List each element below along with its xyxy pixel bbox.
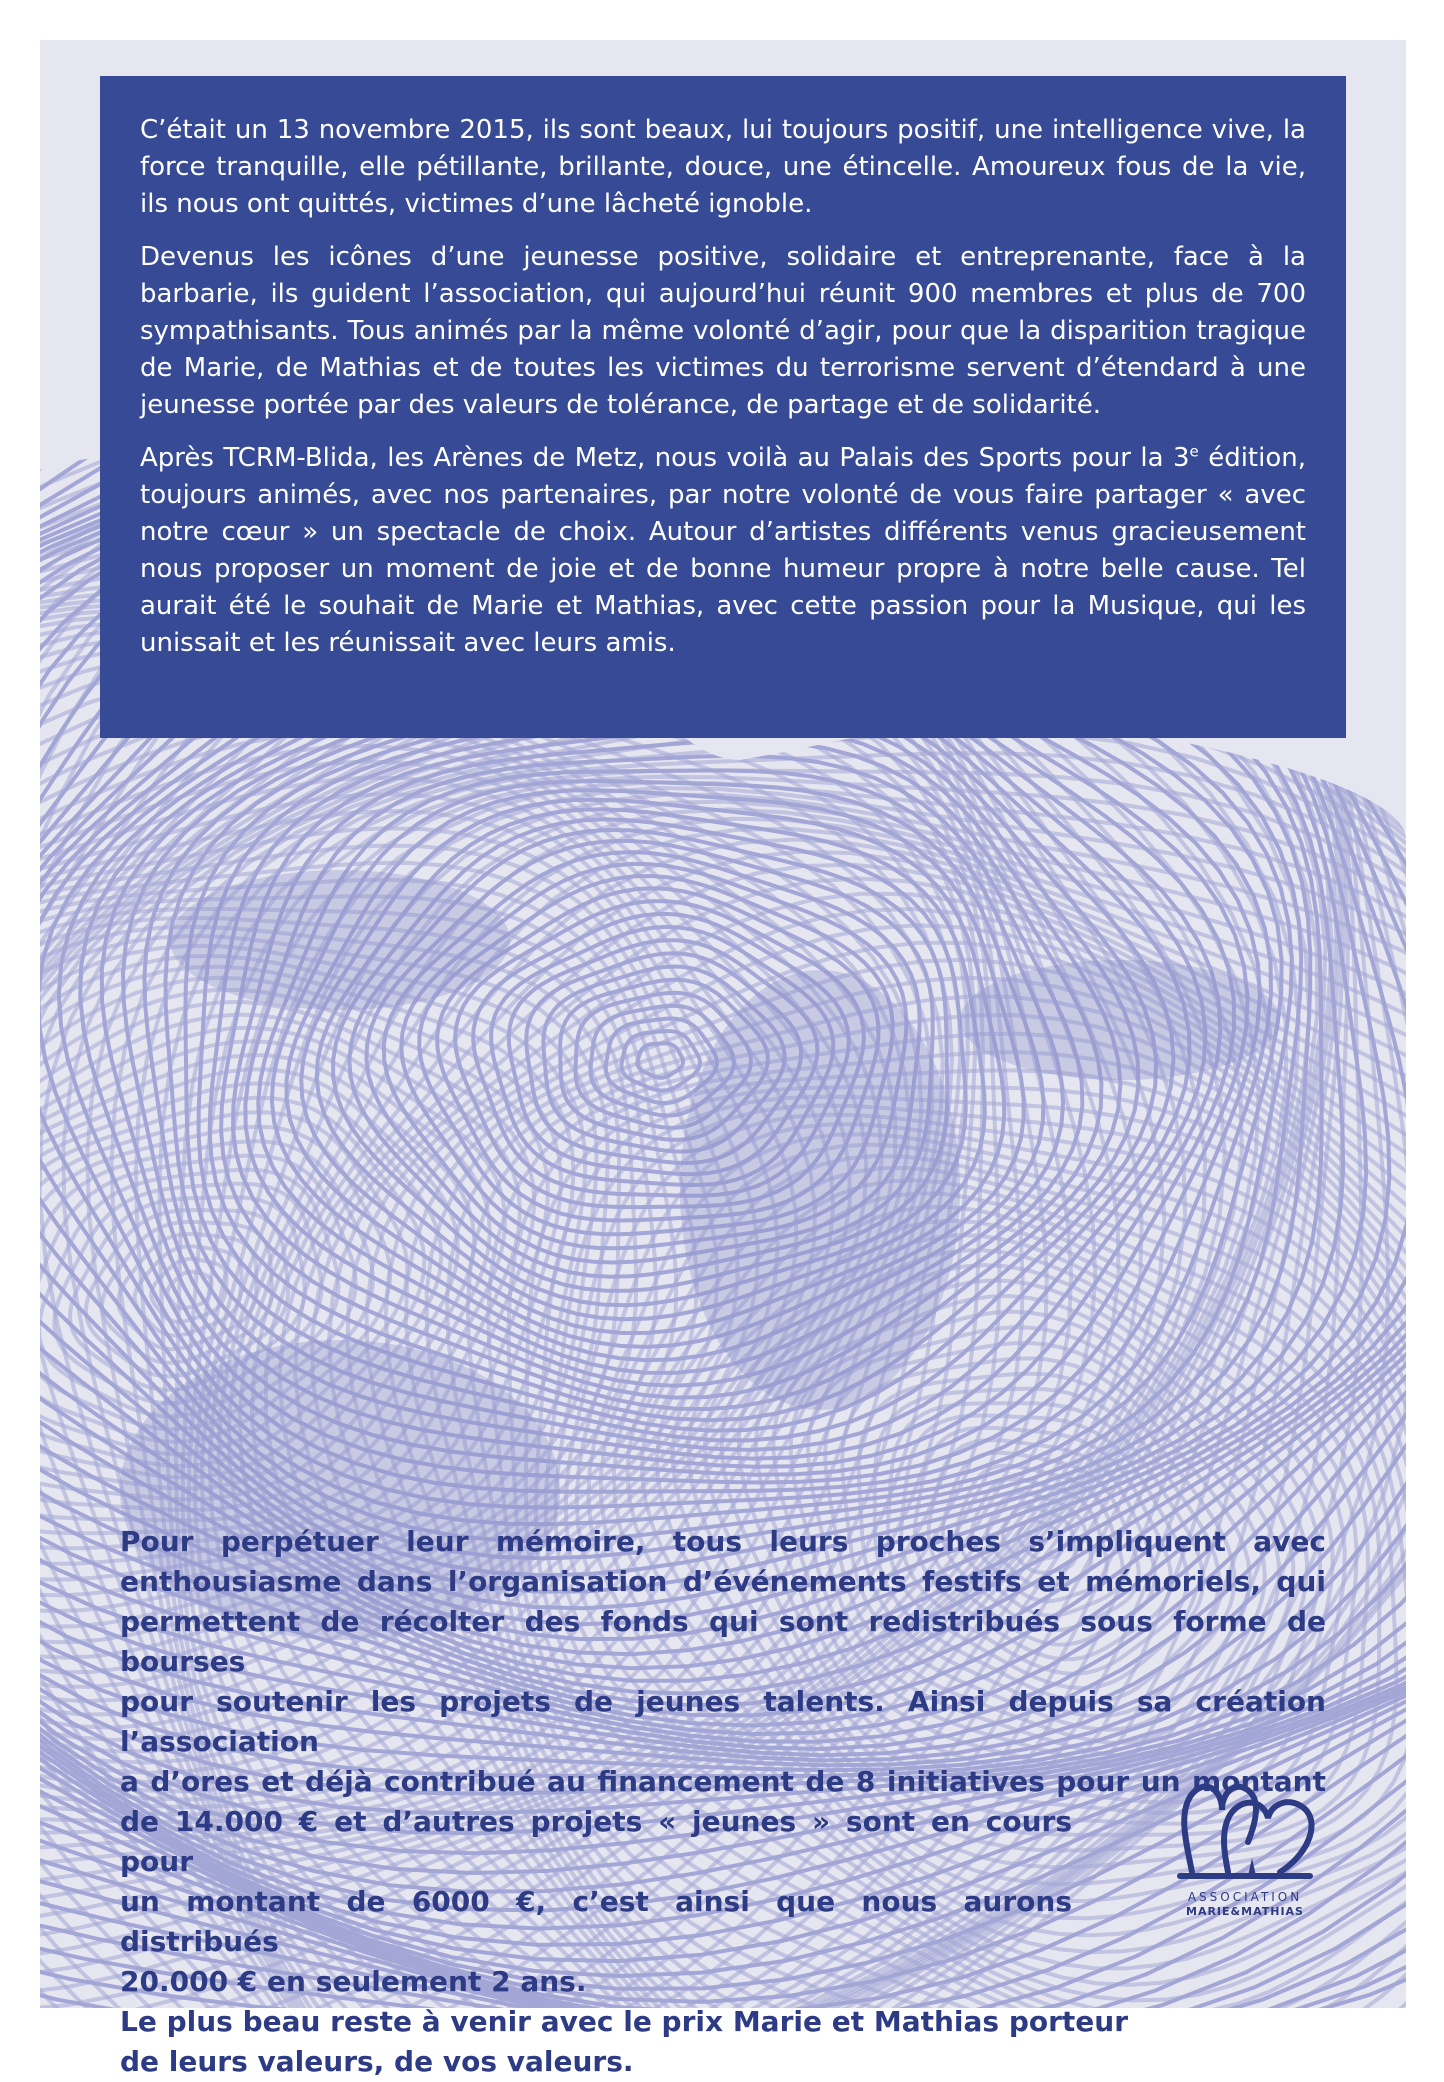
intro-paragraph-2: Devenus les icônes d’une jeunesse positive, solidaire et entreprenante, face à la barbarie, ils guident l’association, qui aujourd’hui réunit 900 membres et plus de 700 sympathisants. Tous animés par la même volonté d’agir, pour que la disparition tragique de Marie, de Mathias et de toutes les victimes du terrorisme servent d’étendard à une jeunesse portée par des valeurs de tolérance, de partage et de solidarité.: [140, 239, 1306, 424]
logo-text-marie-mathias: MARIE&MATHIAS: [1160, 1905, 1330, 1918]
intro-paragraph-3: [140, 440, 1306, 662]
logo-text-association: ASSOCIATION: [1160, 1890, 1330, 1904]
closing-line: Pour perpétuer leur mémoire, tous leurs proches s’impliquent avec: [120, 1522, 1326, 1562]
mm-heart-logo-icon: [1160, 1772, 1330, 1884]
closing-line: un montant de 6000 €, c’est ainsi que nous aurons distribués: [120, 1882, 1072, 1962]
intro-text-box: [100, 76, 1346, 738]
intro-paragraph-3-end: édition, toujours animés, avec nos partenaires, par notre volonté de vous faire partager « avec notre cœur » un spectacle de choix. Autour d’artistes différents venus gracieusement nous proposer un moment de joie et de bonne humeur propre à notre belle cause. Tel aurait été le souhait de Marie et Mathias, avec cette passion pour la Musique, qui les unissait et les réunissait avec leurs amis.: [140, 443, 1306, 658]
closing-line: permettent de récolter des fonds qui sont redistribués sous forme de bourses: [120, 1602, 1326, 1682]
closing-line: de leurs valeurs, de vos valeurs.: [120, 2042, 1326, 2082]
closing-line: 20.000 € en seulement 2 ans.: [120, 1962, 1326, 2002]
intro-paragraph-3-start: Après TCRM-Blida, les Arènes de Metz, nous voilà au Palais des Sports pour la 3: [140, 443, 1190, 473]
closing-line: a d’ores et déjà contribué au financement de 8 initiatives pour un montant: [120, 1762, 1326, 1802]
intro-paragraph-1: C’était un 13 novembre 2015, ils sont beaux, lui toujours positif, une intelligence vive, la force tranquille, elle pétillante, brillante, douce, une étincelle. Amoureux fous de la vie, ils nous ont quittés, victimes d’une lâcheté ignoble.: [140, 112, 1306, 223]
ordinal-superscript: e: [1190, 442, 1199, 460]
closing-line: enthousiasme dans l’organisation d’événements festifs et mémoriels, qui: [120, 1562, 1326, 1602]
association-logo: [1160, 1772, 1330, 1882]
closing-line: de 14.000 € et d’autres projets « jeunes » sont en cours pour: [120, 1802, 1072, 1882]
closing-line: Le plus beau reste à venir avec le prix Marie et Mathias porteur: [120, 2002, 1326, 2042]
page: [40, 40, 1406, 2008]
closing-line: pour soutenir les projets de jeunes talents. Ainsi depuis sa création l’association: [120, 1682, 1326, 1762]
closing-paragraph: [120, 1522, 1326, 2082]
